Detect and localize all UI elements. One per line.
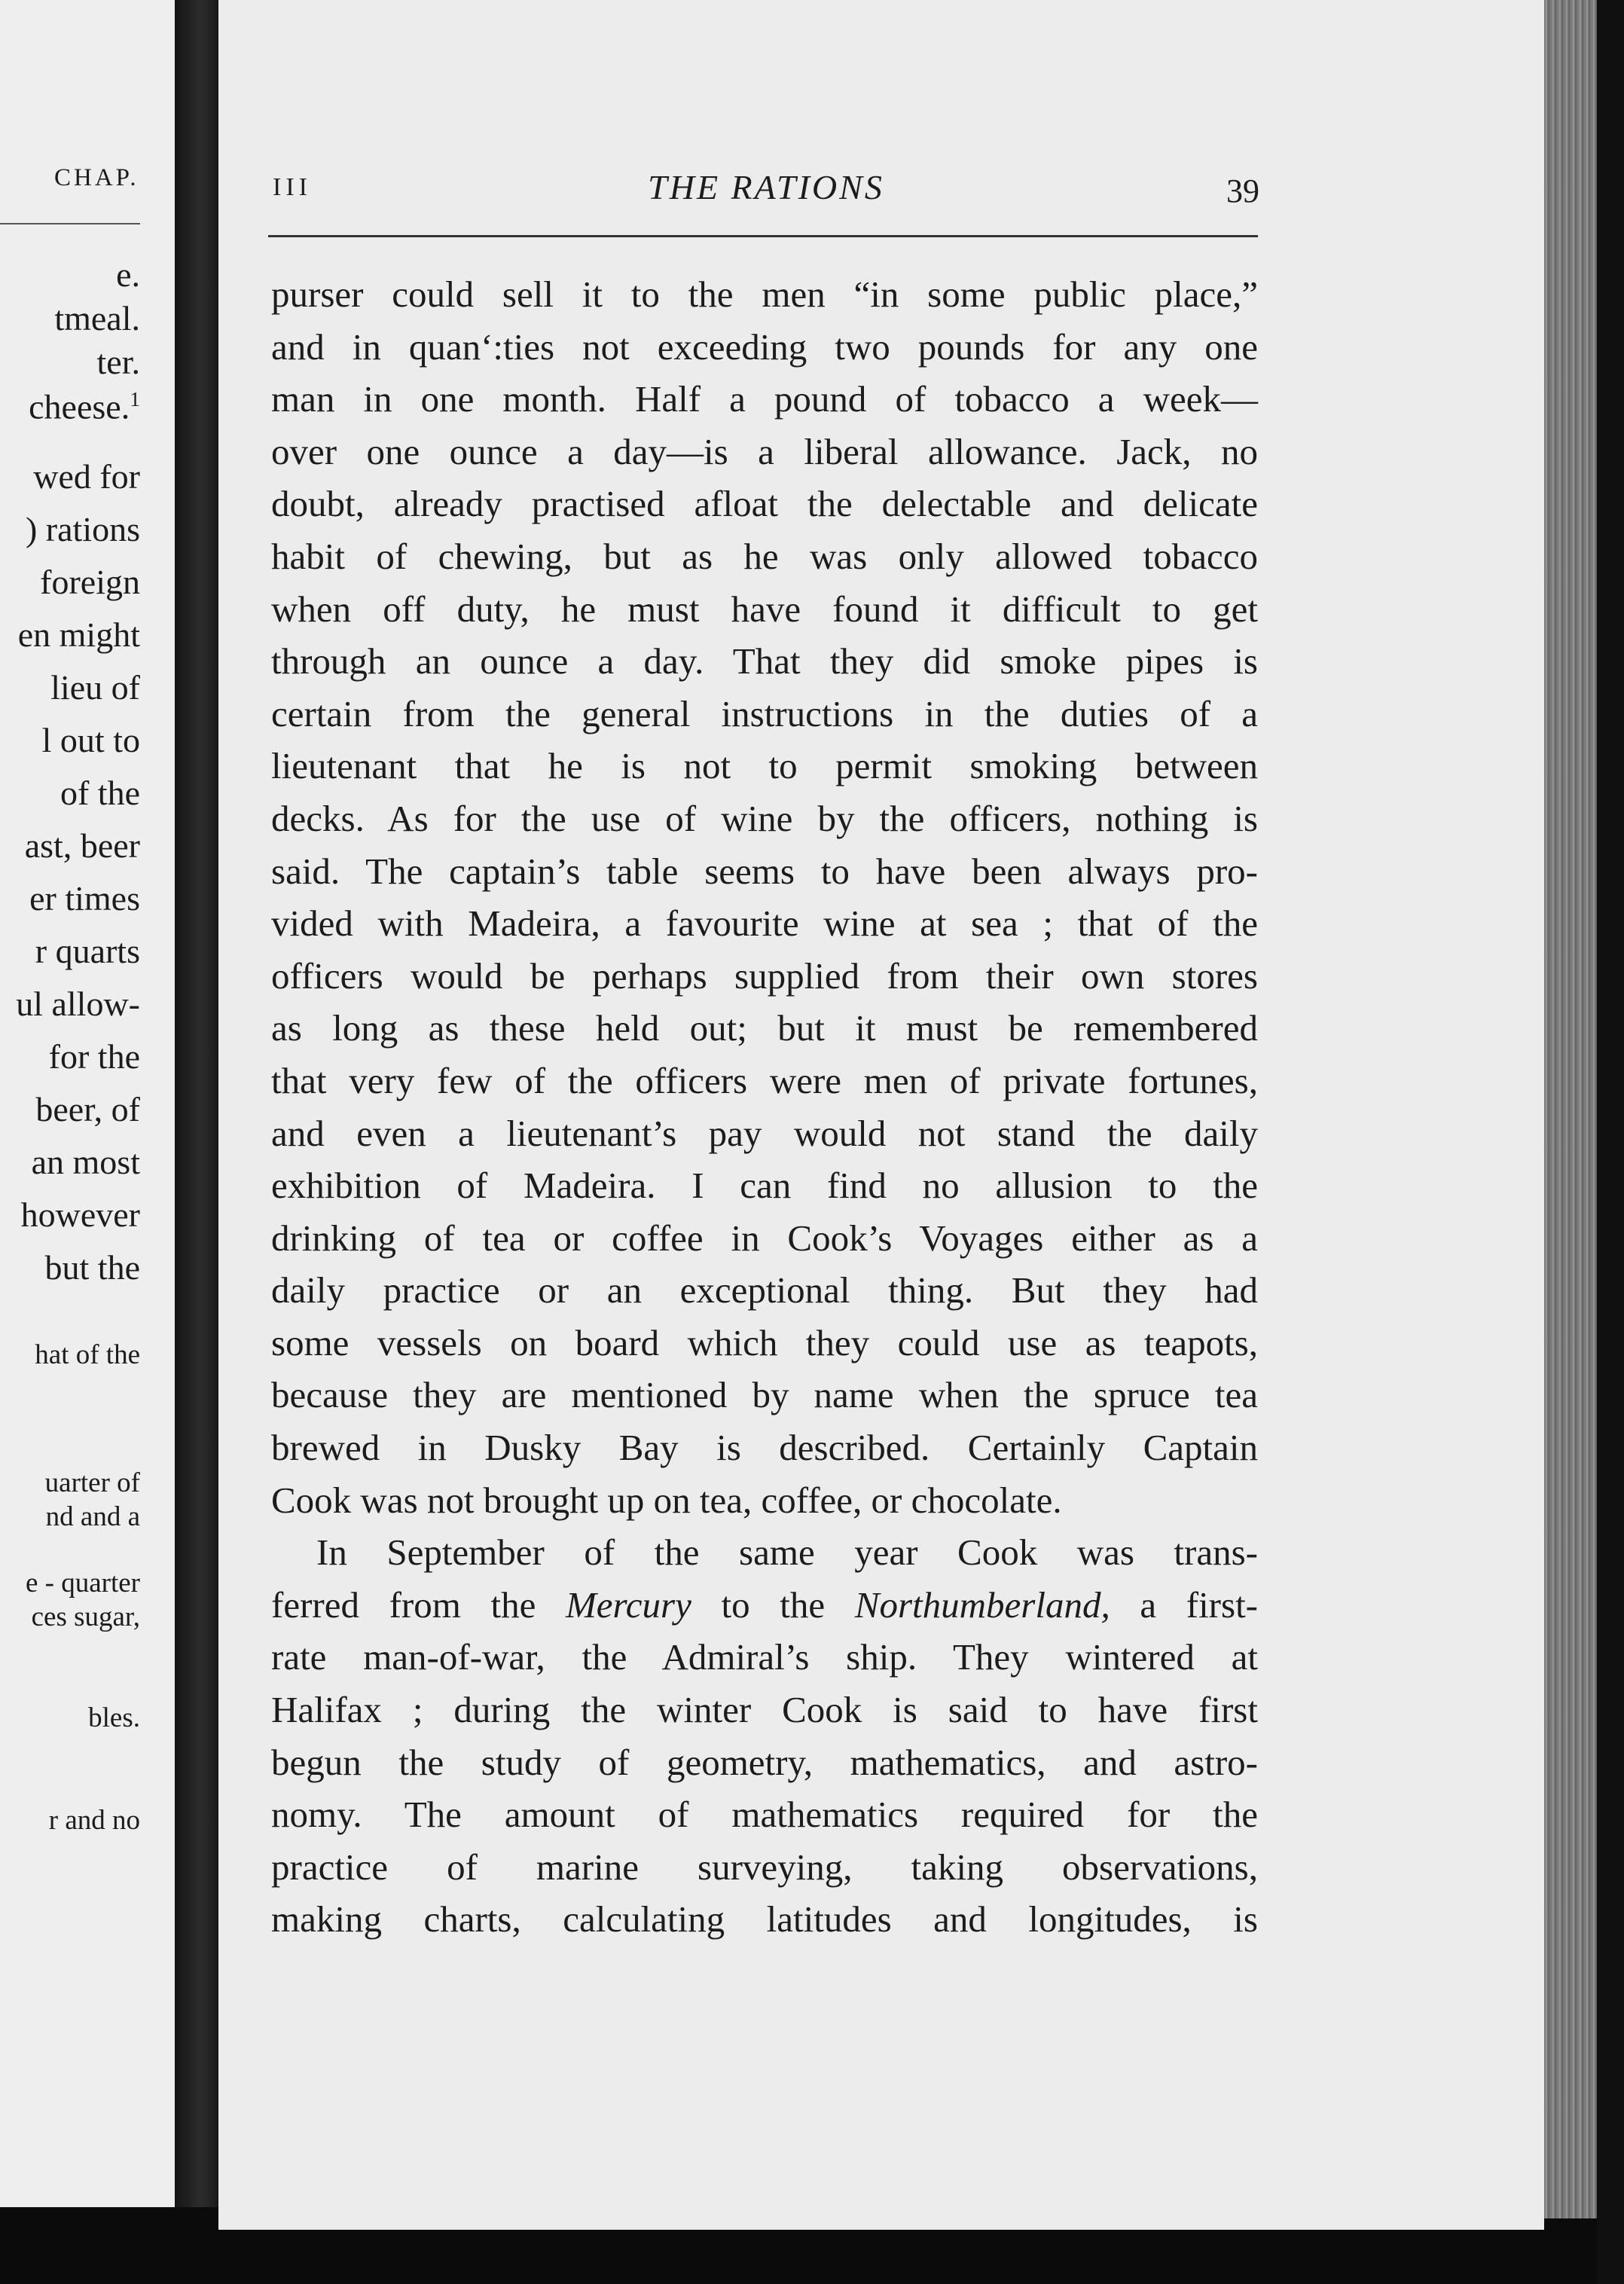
page-title: THE RATIONS bbox=[648, 168, 884, 206]
facing-line: ast, beer bbox=[24, 826, 140, 865]
facing-line: r quarts bbox=[35, 932, 140, 970]
ship-name-northumberland: Northumberland, bbox=[854, 1583, 1110, 1626]
facing-line: an most bbox=[31, 1143, 140, 1181]
text-line: habit of chewing, but as he was only allowed tobacco bbox=[271, 535, 1258, 577]
text-line: doubt, already practised afloat the delectable and delicate bbox=[271, 483, 1258, 525]
text-line: through an ounce a day. That they did smoke pipes is bbox=[271, 640, 1258, 682]
page-edges bbox=[1544, 0, 1597, 2218]
facing-line: beer, of bbox=[35, 1090, 140, 1128]
text-line: certain from the general instructions in the duties of a bbox=[271, 692, 1258, 734]
text-line: begun the study of geometry, mathematics, and astro- bbox=[271, 1741, 1258, 1783]
header-rule bbox=[268, 235, 1258, 237]
text-line: brewed in Dusky Bay is described. Certainly Captain bbox=[271, 1427, 1258, 1469]
facing-footnote: uarter of bbox=[44, 1467, 140, 1498]
facing-line: l out to bbox=[41, 721, 140, 759]
text-line: officers would be perhaps supplied from their own stores bbox=[271, 954, 1258, 997]
text-line: drinking of tea or coffee in Cook’s Voyages either as a bbox=[271, 1217, 1258, 1259]
text-line: as long as these held out; but it must be remembered bbox=[271, 1007, 1258, 1049]
text-segment: ferred from the bbox=[271, 1583, 536, 1626]
text-line: and in quan‘:ties not exceeding two pounds for any one bbox=[271, 325, 1258, 368]
text-line: said. The captain’s table seems to have been always pro- bbox=[271, 850, 1258, 892]
text-segment: a first- bbox=[1140, 1583, 1258, 1626]
page-number: 39 bbox=[1226, 173, 1259, 209]
text-line: Halifax ; during the winter Cook is said to have first bbox=[271, 1689, 1258, 1731]
text-line: rate man-of-war, the Admiral’s ship. They wintered at bbox=[271, 1636, 1258, 1678]
facing-line: ul allow- bbox=[16, 985, 140, 1023]
facing-footnote: nd and a bbox=[45, 1501, 140, 1532]
text-line: decks. As for the use of wine by the officers, nothing is bbox=[271, 797, 1258, 839]
scan-border bbox=[1597, 0, 1624, 2284]
text-line: some vessels on board which they could use as teapots, bbox=[271, 1321, 1258, 1363]
text-line: exhibition of Madeira. I can find no allusion to the bbox=[271, 1165, 1258, 1207]
facing-footnote: r and no bbox=[48, 1805, 140, 1836]
text-line: and even a lieutenant’s pay would not stand the daily bbox=[271, 1112, 1258, 1154]
facing-line: but the bbox=[44, 1248, 140, 1287]
chapter-numeral: III bbox=[273, 173, 312, 201]
facing-line: ter. bbox=[96, 343, 140, 381]
facing-line: however bbox=[20, 1195, 140, 1234]
facing-page-header: CHAP. bbox=[54, 164, 139, 191]
facing-footnote: bles. bbox=[88, 1702, 140, 1733]
facing-footnote: ces sugar, bbox=[31, 1602, 140, 1632]
facing-line: ) rations bbox=[25, 510, 140, 548]
text-line: Cook was not brought up on tea, coffee, or chocolate. bbox=[271, 1479, 1062, 1521]
text-line: In September of the same year Cook was trans- bbox=[316, 1531, 1258, 1574]
text-line: making charts, calculating latitudes and longitudes, is bbox=[271, 1898, 1258, 1940]
facing-line: en might bbox=[17, 615, 140, 654]
text-line: nomy. The amount of mathematics required for the bbox=[271, 1794, 1258, 1836]
text-line: purser could sell it to the men “in some public place,” bbox=[271, 273, 1258, 315]
running-head bbox=[273, 167, 1259, 212]
facing-page bbox=[0, 0, 175, 2207]
ship-name-mercury: Mercury bbox=[565, 1583, 691, 1626]
facing-line: cheese.$^1$ bbox=[29, 387, 140, 426]
text-line: vided with Madeira, a favourite wine at sea ; that of the bbox=[271, 902, 1258, 945]
text-line: man in one month. Half a pound of tobacco a week— bbox=[271, 378, 1258, 420]
text-line: daily practice or an exceptional thing. But they had bbox=[271, 1269, 1258, 1311]
text-line bbox=[271, 1579, 1258, 1632]
facing-line: of the bbox=[60, 774, 140, 812]
text-line: that very few of the officers were men of private fortunes, bbox=[271, 1059, 1258, 1101]
facing-line: for the bbox=[48, 1037, 140, 1076]
text-line: practice of marine surveying, taking observations, bbox=[271, 1846, 1258, 1888]
text-line: over one ounce a day—is a liberal allowance. Jack, no bbox=[271, 430, 1258, 472]
facing-page-rule bbox=[0, 223, 140, 224]
facing-footnote: hat of the bbox=[35, 1339, 140, 1370]
facing-line: foreign bbox=[40, 563, 140, 601]
facing-line: tmeal. bbox=[54, 299, 140, 337]
facing-line: lieu of bbox=[50, 668, 140, 707]
facing-line: er times bbox=[29, 879, 140, 918]
text-line: when off duty, he must have found it difficult to get bbox=[271, 588, 1258, 630]
text-line: lieutenant that he is not to permit smoking between bbox=[271, 745, 1258, 787]
facing-footnote: e - quarter bbox=[25, 1568, 140, 1598]
facing-line: wed for bbox=[33, 457, 140, 496]
book-gutter bbox=[175, 0, 218, 2207]
facing-line: e. bbox=[116, 255, 140, 294]
text-segment: to the bbox=[721, 1583, 826, 1626]
text-line: because they are mentioned by name when the spruce tea bbox=[271, 1374, 1258, 1416]
body-text bbox=[271, 268, 1258, 1946]
